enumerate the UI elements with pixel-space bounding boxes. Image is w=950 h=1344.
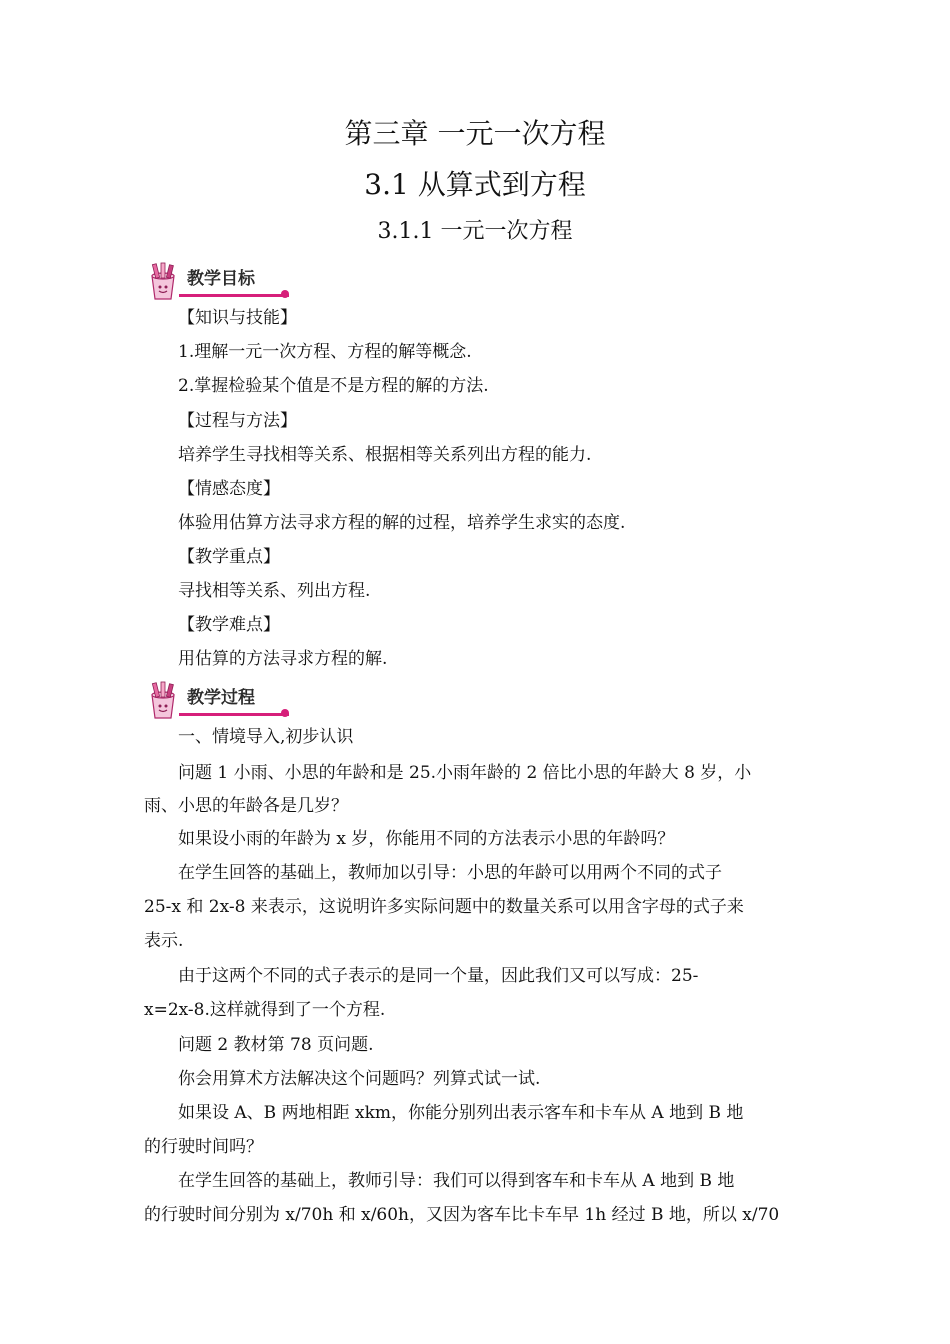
guide-1-line-3: 表示. <box>144 931 184 951</box>
guide-1-line-2: 25-x 和 2x-8 来表示，这说明许多实际问题中的数量关系可以用含字母的式子来 <box>144 897 744 917</box>
guide-2-line-2: 的行驶时间分别为 x/70h 和 x/60h，又因为客车比卡车早 1h 经过 B 地，所以 x/70 <box>144 1205 780 1225</box>
badge-underline <box>179 294 289 297</box>
objectives-badge-label: 教学目标 <box>187 269 255 289</box>
equation-line-2: x=2x-8.这样就得到了一个方程. <box>144 1000 386 1020</box>
knowledge-item-2: 2.掌握检验某个值是不是方程的解的方法. <box>178 376 489 396</box>
emotion-text: 体验用估算方法寻求方程的解的过程，培养学生求实的态度. <box>178 513 626 533</box>
badge-dot <box>281 709 289 717</box>
question-1-line-2: 雨、小思的年龄各是几岁？ <box>144 796 348 816</box>
guide-2-line-1: 在学生回答的基础上，教师引导：我们可以得到客车和卡车从 A 地到 B 地 <box>178 1171 735 1191</box>
question-2-followup: 你会用算术方法解决这个问题吗？列算式试一试. <box>178 1069 541 1089</box>
knowledge-heading: 【知识与技能】 <box>178 308 297 328</box>
guide-1-line-1: 在学生回答的基础上，教师加以引导：小思的年龄可以用两个不同的式子 <box>178 863 722 883</box>
key-point-heading: 【教学重点】 <box>178 547 280 567</box>
key-point-text: 寻找相等关系、列出方程. <box>178 581 371 601</box>
pencil-cup-icon <box>143 262 183 302</box>
difficulty-heading: 【教学难点】 <box>178 615 280 635</box>
intro-heading: 一、情境导入,初步认识 <box>178 727 354 747</box>
chapter-title: 第三章 一元一次方程 <box>344 117 606 150</box>
badge-dot <box>281 290 289 298</box>
question-2-setup-line-2: 的行驶时间吗？ <box>144 1137 263 1157</box>
subsection-title: 3.1.1 一元一次方程 <box>377 219 573 244</box>
question-1-line-1: 问题 1 小雨、小思的年龄和是 25.小雨年龄的 2 倍比小思的年龄大 8 岁，小 <box>178 763 752 783</box>
question-2-setup-line-1: 如果设 A、B 两地相距 xkm，你能分别列出表示客车和卡车从 A 地到 B 地 <box>178 1103 744 1123</box>
emotion-heading: 【情感态度】 <box>178 479 280 499</box>
badge-underline <box>179 713 289 716</box>
equation-line-1: 由于这两个不同的式子表示的是同一个量，因此我们又可以写成：25- <box>178 966 699 986</box>
process-method-heading: 【过程与方法】 <box>178 411 297 431</box>
question-1-followup: 如果设小雨的年龄为 x 岁，你能用不同的方法表示小思的年龄吗？ <box>178 829 675 849</box>
process-badge-label: 教学过程 <box>187 688 255 708</box>
question-2: 问题 2 教材第 78 页问题. <box>178 1035 374 1055</box>
process-method-text: 培养学生寻找相等关系、根据相等关系列出方程的能力. <box>178 445 592 465</box>
process-badge <box>143 681 289 721</box>
section-title: 3.1 从算式到方程 <box>364 168 586 201</box>
pencil-cup-icon <box>143 681 183 721</box>
difficulty-text: 用估算的方法寻求方程的解. <box>178 649 388 669</box>
knowledge-item-1: 1.理解一元一次方程、方程的解等概念. <box>178 342 472 362</box>
objectives-badge <box>143 262 289 302</box>
